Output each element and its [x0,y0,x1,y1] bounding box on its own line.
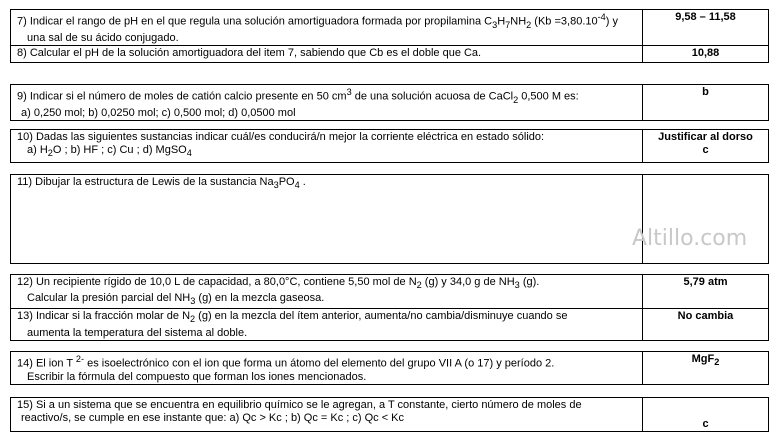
question-12-text: 12) Un recipiente rígido de 10,0 L de capacidad, a 80,0°C, contiene 5,50 mol de $N_2$ (g) y 34,0 g de $NH_3$ (g). Calcular la presión parcial del $NH_3$ (g) en la mezcla gaseosa. [11,275,643,309]
question-10-answer-note: Justificar al dorso [658,131,753,143]
question-10-answer [643,130,769,163]
question-8-row [11,45,769,62]
question-9-row [11,85,769,121]
question-15-row [11,398,769,432]
question-10-row [11,130,769,163]
question-9-table [10,84,769,121]
questions-12-13-table [10,274,769,341]
question-10-answer-value: c [702,144,709,156]
question-8-text: 8) Calcular el pH de la solución amortiguadora del item 7, sabiendo que Cb es el doble que Ca. [11,45,643,62]
question-10-table [10,129,769,163]
questions-7-8-table [10,9,769,63]
question-7-answer: 9,58 – 11,58 [643,10,769,46]
question-11-text: 11) Dibujar la estructura de Lewis de la sustancia $Na_3PO_4$ . [11,175,643,264]
question-15-text: 15) Si a un sistema que se encuentra en equilibrio químico se le agregan, a T constante, cierto número de moles de reactivo/s, se cumple en ese instante que: a) Qc > Kc ; b) Qc = Kc ; c) Qc < Kc [11,398,643,432]
question-13-text: 13) Indicar si la fracción molar de $N_2$ (g) en la mezcla del ítem anterior, aumenta/no cambia/disminuye cuando se aumenta la temperatura del sistema al doble. [11,309,643,341]
question-9-text: 9) Indicar si el número de moles de catión calcio presente en 50 $cm^3$ de una solución acuosa de CaCl$_2$ 0,500 M es: a) 0,250 mol; b) 0,0250 mol; c) 0,500 mol; d) 0,0500 mol [11,85,643,121]
question-15-answer: c [643,398,769,432]
question-12-answer: 5,79 atm [643,275,769,309]
question-7-row [11,10,769,46]
question-14-row [11,352,769,385]
question-12-row [11,275,769,309]
question-14-answer: MgF$_2$ [643,352,769,385]
question-13-row [11,309,769,341]
question-9-answer: b [643,85,769,121]
question-10-text: 10) Dadas las siguientes sustancias indicar cuál/es conducirá/n mejor la corriente eléctrica en estado sólido: a) $H_2O$ ; b) HF ; c) Cu ; d) MgSO$_4$ [11,130,643,163]
question-7-text: 7) Indicar el rango de pH en el que regula una solución amortiguadora formada por propilamina $C_3H_7NH_2$ $(Kb =3,80.10^{-4})$ y una sal de su ácido conjugado. [11,10,643,46]
question-8-answer: 10,88 [643,45,769,62]
question-14-text: 14) El ion T $^{2-}$ es isoelectrónico con el ion que forma un átomo del elemento del grupo VII A (o 17) y período 2. Escribir la fórmula del compuesto que forman los iones mencionados. [11,352,643,385]
question-15-table [10,397,769,432]
watermark: Altillo.com [632,226,748,251]
question-13-answer: No cambia [643,309,769,341]
question-14-table [10,351,769,385]
